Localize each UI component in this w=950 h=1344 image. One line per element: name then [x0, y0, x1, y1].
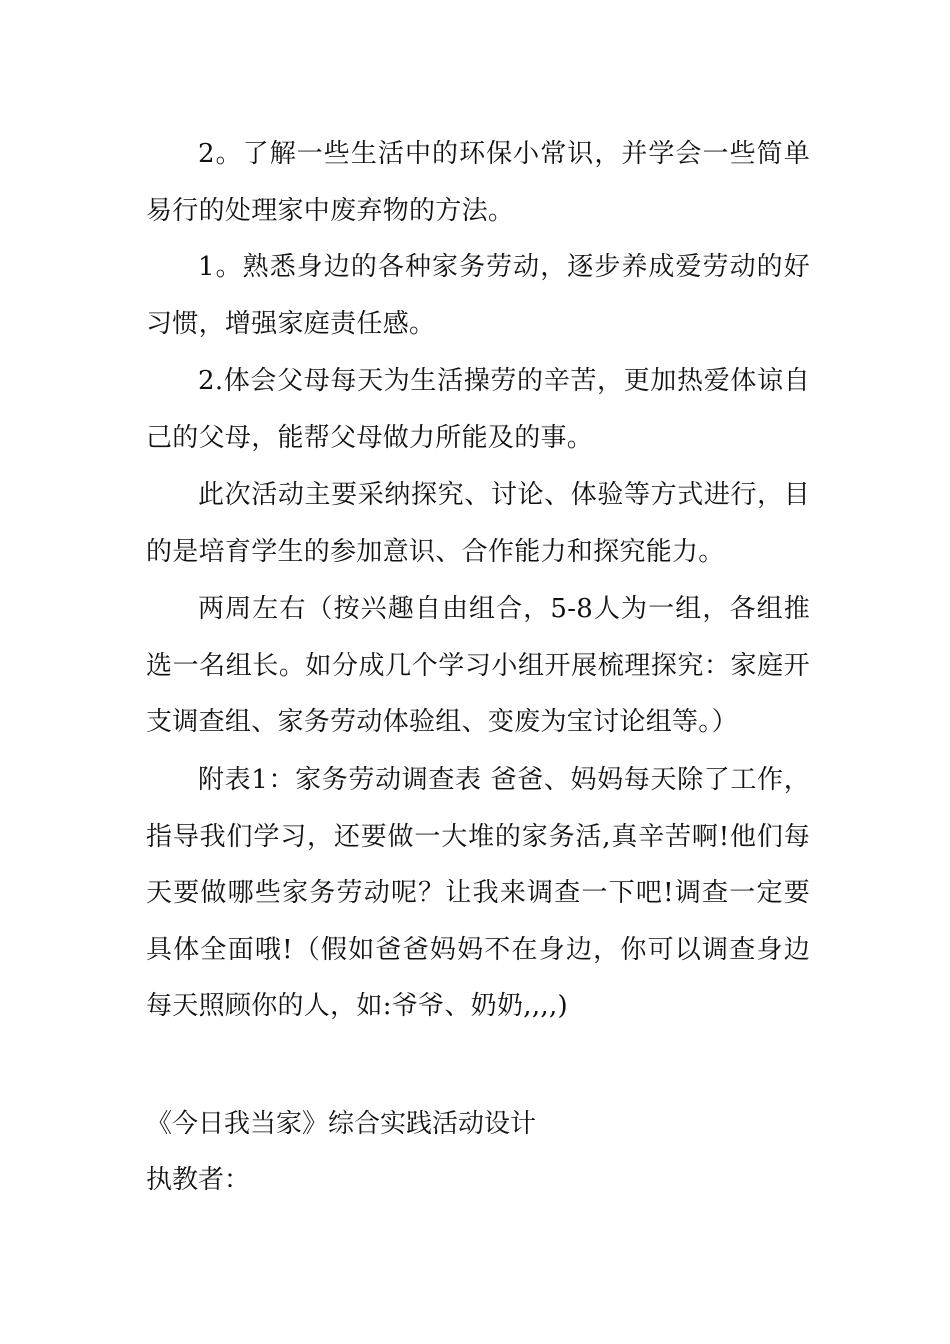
paragraph-housework-goal: 1。熟悉身边的各种家务劳动，逐步养成爱劳动的好习惯，增强家庭责任感。 [146, 252, 810, 339]
paragraph-activity-method: 此次活动主要采纳探究、讨论、体验等方式进行，目的是培育学生的参加意识、合作能力和探究能力。 [146, 480, 810, 567]
paragraph-parents-goal: 2.体会父母每天为生活操劳的辛苦，更加热爱体谅自己的父母，能帮父母做力所能及的事。 [146, 366, 810, 453]
document-title: 《今日我当家》综合实践活动设计 [146, 1109, 537, 1139]
paragraph-duration-groups: 两周左右（按兴趣自由组合，5-8人为一组，各组推选一名组长。如分成几个学习小组开展梳理探究：家庭开支调查组、家务劳动体验组、变废为宝讨论组等。） [146, 594, 810, 737]
teacher-label: 执教者： [146, 1165, 251, 1195]
paragraph-appendix-survey: 附表1：家务劳动调查表 爸爸、妈妈每天除了工作，指导我们学习，还要做一大堆的家务活,真辛苦啊!他们每天要做哪些家务劳动呢？让我来调查一下吧!调查一定要具体全面哦!（假如爸爸妈妈不在身边，你可以调查身边每天照顾你的人，如:爷爷、奶奶,,,,) [146, 765, 810, 1021]
paragraph-environmental-goal: 2。了解一些生活中的环保小常识，并学会一些简单易行的处理家中废弃物的方法。 [146, 139, 810, 226]
